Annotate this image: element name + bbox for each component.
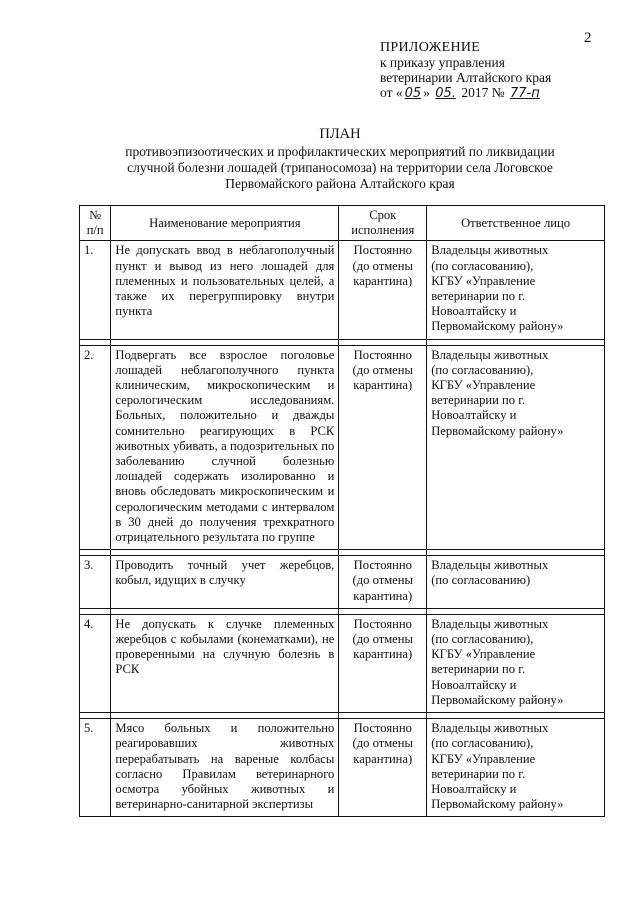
row-term: Постоянно (до отмены карантина) <box>339 345 427 550</box>
appendix-line-2: ветеринарии Алтайского края <box>380 70 552 85</box>
row-term: Постоянно (до отмены карантина) <box>339 556 427 609</box>
row-responsible: Владельцы животных (по согласованию), КГБУ «Управление ветеринарии по г. Новоалтайску и Первомайскому району» <box>427 345 605 550</box>
row-num: 4. <box>80 614 111 712</box>
header-responsible: Ответственное лицо <box>427 206 605 241</box>
row-term: Постоянно (до отмены карантина) <box>339 241 427 339</box>
plan-subtitle-line-2: случной болезни лошадей (трипаносомоза) на территории села Логовское <box>127 160 553 175</box>
row-num: 5. <box>80 719 111 817</box>
date-month-handwritten: 05. <box>435 86 456 101</box>
date-year: 2017 № <box>461 85 505 100</box>
date-prefix: от « <box>380 85 403 100</box>
date-separator: » <box>423 85 430 100</box>
table-row <box>80 614 605 712</box>
measures-table <box>79 205 605 817</box>
plan-heading <box>60 126 620 192</box>
page-number: 2 <box>584 30 592 46</box>
table-row <box>80 719 605 817</box>
order-number-handwritten: 77-п <box>509 86 540 101</box>
row-responsible: Владельцы животных (по согласованию), КГБУ «Управление ветеринарии по г. Новоалтайску и Первомайскому району» <box>427 241 605 339</box>
row-name: Проводить точный учет жеребцов, кобыл, идущих в случку <box>111 556 339 609</box>
row-name: Мясо больных и положительно реагировавших животных перерабатывать на вареные колбасы согласно Правилам ветеринарного осмотра убойных животных и ветеринарно-санитарной экспертизы <box>111 719 339 817</box>
order-date-line <box>380 85 630 101</box>
appendix-line-1: к приказу управления <box>380 55 505 70</box>
row-name: Подвергать все взрослое поголовье лошадей неблагополучного пункта клиническим, микроскопическим и серологическим исследованиям. Больных, положительно и дважды сомнительно реагирующих в РСК животных убивать, а подозрительных по заболеванию случной болезнью лошадей содержать изолированно и вновь обследовать микроскопическим и серологическим методами с интервалом в 30 дней до получения трехкратного отрицательного результата по группе <box>111 345 339 550</box>
row-num: 3. <box>80 556 111 609</box>
row-name: Не допускать ввод в неблагополучный пункт и вывод из него лошадей для племенных и пользовательных целей, а также их перегруппировку внутри пункта <box>111 241 339 339</box>
appendix-header <box>380 40 630 101</box>
row-responsible: Владельцы животных (по согласованию) <box>427 556 605 609</box>
table-header-row <box>80 206 605 241</box>
row-responsible: Владельцы животных (по согласованию), КГБУ «Управление ветеринарии по г. Новоалтайску и Первомайскому району» <box>427 614 605 712</box>
appendix-title: ПРИЛОЖЕНИЕ <box>380 40 481 55</box>
header-num: № п/п <box>80 206 111 241</box>
row-term: Постоянно (до отмены карантина) <box>339 614 427 712</box>
table-row <box>80 345 605 550</box>
row-num: 1. <box>80 241 111 339</box>
header-name: Наименование мероприятия <box>111 206 339 241</box>
table-row <box>80 241 605 339</box>
table-row <box>80 556 605 609</box>
plan-title: ПЛАН <box>319 126 361 142</box>
row-num: 2. <box>80 345 111 550</box>
row-name: Не допускать к случке племенных жеребцов с кобылами (конематками), не проверенными на случную болезнь в РСК <box>111 614 339 712</box>
plan-subtitle-line-3: Первомайского района Алтайского края <box>225 176 455 191</box>
header-term: Срок исполнения <box>339 206 427 241</box>
row-responsible: Владельцы животных (по согласованию), КГБУ «Управление ветеринарии по г. Новоалтайску и Первомайскому району» <box>427 719 605 817</box>
plan-subtitle-line-1: противоэпизоотических и профилактических мероприятий по ликвидации <box>125 144 555 159</box>
row-term: Постоянно (до отмены карантина) <box>339 719 427 817</box>
date-day-handwritten: 05 <box>404 86 422 101</box>
